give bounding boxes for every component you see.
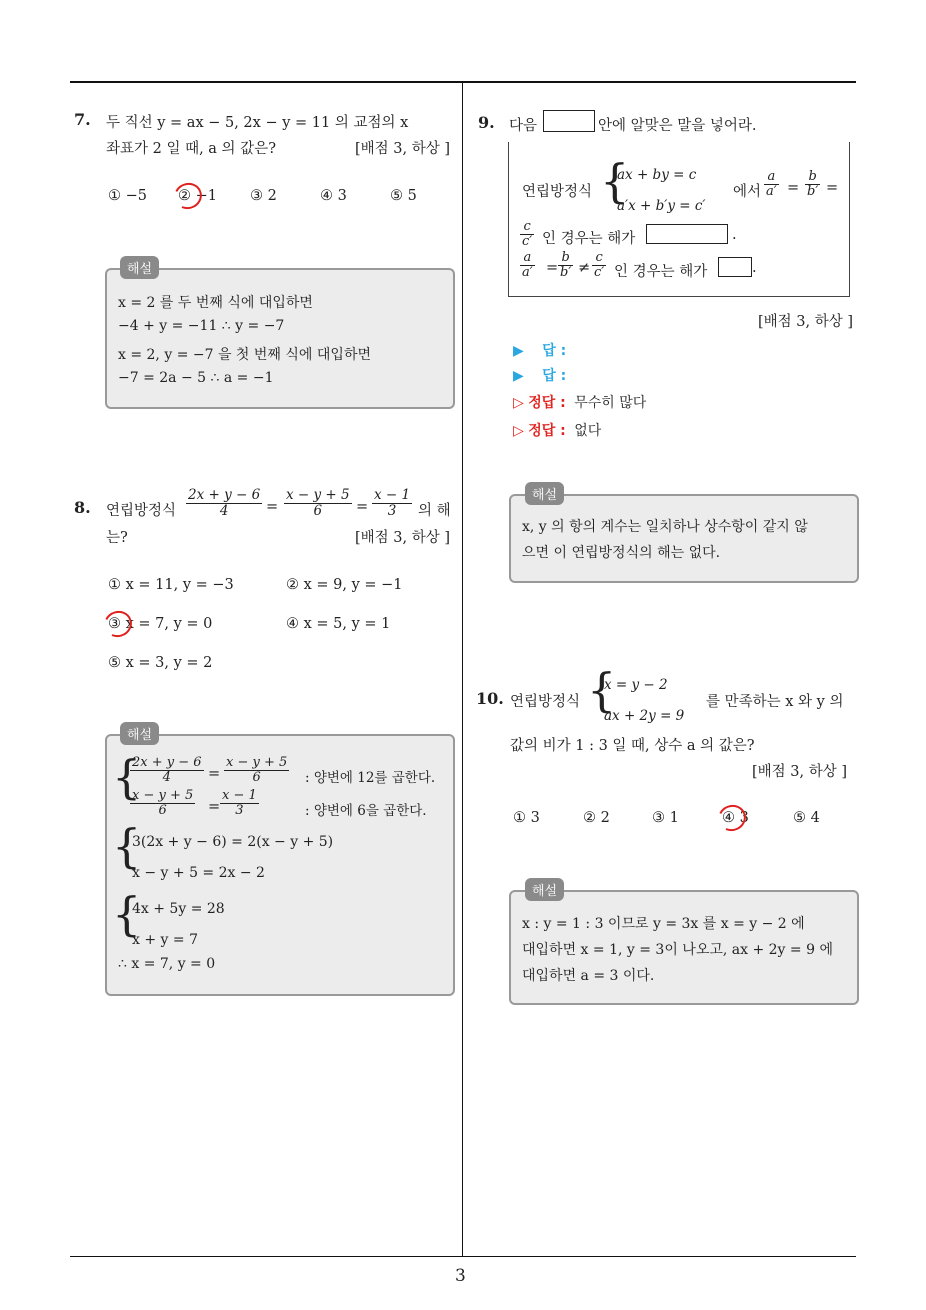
choice-5[interactable]: ⑤ x = 3, y = 2: [108, 655, 213, 671]
equals-sign: =: [826, 180, 839, 196]
solution-line: ∴ x = 7, y = 0: [118, 956, 216, 972]
solution-line: 3(2x + y − 6) = 2(x − y + 5): [132, 834, 334, 850]
period: .: [752, 260, 757, 276]
solution-line: x = 2 를 두 번째 식에 대입하면: [118, 295, 313, 311]
equals-sign: =: [208, 799, 221, 815]
fraction-2: $\frac{x - y + 5}{6}$: [286, 487, 350, 519]
choice-2[interactable]: ② −1: [178, 188, 217, 204]
equation: ax + by = c: [617, 167, 697, 183]
question-text: 안에 알맞은 말을 넣어라.: [598, 118, 757, 134]
choice-4[interactable]: ④ 3: [320, 188, 347, 204]
question-number: 9.: [478, 113, 495, 132]
choice-1[interactable]: ① x = 11, y = −3: [108, 577, 234, 593]
fraction-1: $\frac{2x + y - 6}{4}$: [188, 487, 261, 519]
equation: ax + 2y = 9: [604, 708, 685, 724]
solution-line: x = 2, y = −7 을 첫 번째 식에 대입하면: [118, 347, 372, 363]
solution-fraction: $\frac{x - 1}{3}$: [222, 788, 257, 819]
outline-triangle-icon: ▷: [513, 423, 524, 439]
solution-tag: 해설: [525, 482, 564, 505]
choice-4[interactable]: ④ 3: [722, 810, 749, 826]
choice-3[interactable]: ③ x = 7, y = 0: [108, 616, 213, 632]
solution-line: 대입하면 a = 3 이다.: [522, 968, 655, 984]
solution-tag: 해설: [120, 256, 159, 279]
solution-fraction: $\frac{x - y + 5}{6}$: [226, 755, 288, 786]
equals-sign: =: [546, 260, 559, 276]
condition-text: 인 경우는 해가: [542, 231, 636, 247]
correct-answer-row: ▷ 정답 : 무수히 많다: [513, 395, 647, 411]
condition-text: 인 경우는 해가: [614, 264, 708, 280]
left-brace: {: [112, 819, 142, 873]
solution-line: 으면 이 연립방정식의 해는 없다.: [522, 545, 721, 561]
column-divider: [462, 83, 463, 1257]
solution-line: x + y = 7: [132, 932, 198, 948]
solution-line: 4x + 5y = 28: [132, 901, 225, 917]
difficulty-label: [배점 3, 하상 ]: [355, 141, 451, 157]
fraction-b: $\frac{b}{b'}$: [807, 169, 819, 200]
question-number: 7.: [74, 110, 91, 129]
equals-sign: =: [266, 499, 279, 515]
question-text: 두 직선 y = ax − 5, 2x − y = 11 의 교점의 x: [106, 115, 409, 131]
solution-line: −4 + y = −11 ∴ y = −7: [118, 318, 285, 334]
answer-row: ▶ 답 :: [513, 343, 567, 359]
difficulty-label: [배점 3, 하상 ]: [758, 314, 854, 330]
question-number: 10.: [476, 689, 504, 708]
solution-tag: 해설: [120, 722, 159, 745]
question-text: 연립방정식: [510, 694, 581, 710]
equation: a′x + b′y = c′: [617, 198, 706, 214]
play-triangle-icon: ▶: [513, 343, 524, 359]
answer-blank[interactable]: [718, 257, 752, 277]
left-brace: {: [112, 750, 142, 804]
choice-5[interactable]: ⑤ 5: [390, 188, 417, 204]
period: .: [732, 227, 737, 243]
top-rule: [70, 81, 856, 83]
fraction-c: $\frac{c}{c'}$: [522, 219, 533, 250]
choice-1[interactable]: ① −5: [108, 188, 147, 204]
solution-note: : 양변에 6을 곱한다.: [305, 803, 427, 819]
answer-mark-circle: [714, 801, 749, 835]
solution-line: 대입하면 x = 1, y = 3이 나오고, ax + 2y = 9 에: [522, 942, 833, 958]
question-text: 다음: [509, 118, 538, 134]
difficulty-label: [배점 3, 하상 ]: [752, 764, 848, 780]
solution-note: : 양변에 12를 곱한다.: [305, 770, 436, 786]
fraction-b: $\frac{b}{b'}$: [560, 250, 572, 281]
equals-sign: =: [787, 180, 800, 196]
solution-line: x, y 의 항의 계수는 일치하나 상수항이 같지 않: [522, 519, 808, 535]
choice-4[interactable]: ④ x = 5, y = 1: [286, 616, 391, 632]
solution-line: −7 = 2a − 5 ∴ a = −1: [118, 370, 274, 386]
fraction-a: $\frac{a}{a'}$: [766, 169, 777, 200]
system-label: 연립방정식: [522, 184, 593, 200]
outline-triangle-icon: ▷: [513, 395, 524, 411]
answer-blank[interactable]: [543, 110, 595, 132]
condition-text: 에서: [733, 184, 762, 200]
answer-row: ▶ 답 :: [513, 368, 567, 384]
solution-fraction: $\frac{2x + y - 6}{4}$: [132, 755, 202, 786]
solution-fraction: $\frac{x - y + 5}{6}$: [132, 788, 194, 819]
choice-5[interactable]: ⑤ 4: [793, 810, 820, 826]
correct-answer-row: ▷ 정답 : 없다: [513, 423, 602, 439]
solution-line: x − y + 5 = 2x − 2: [132, 865, 265, 881]
left-brace: {: [600, 154, 630, 208]
question-number: 8.: [74, 498, 91, 517]
choice-3[interactable]: ③ 1: [652, 810, 679, 826]
question-text: 좌표가 2 일 때, a 의 값은?: [106, 141, 276, 157]
answer-blank[interactable]: [646, 224, 728, 244]
question-text: 의 해: [418, 503, 451, 519]
question-text: 값의 비가 1 : 3 일 때, 상수 a 의 값은?: [510, 738, 755, 754]
equals-sign: =: [356, 499, 369, 515]
page-number: 3: [455, 1266, 466, 1286]
choice-3[interactable]: ③ 2: [250, 188, 277, 204]
equation: x = y − 2: [604, 677, 668, 693]
answer-mark-circle: [100, 607, 135, 641]
question-text: 는?: [106, 530, 128, 546]
solution-line: x : y = 1 : 3 이므로 y = 3x 를 x = y − 2 에: [522, 916, 805, 932]
choice-1[interactable]: ① 3: [513, 810, 540, 826]
answer-mark-circle: [170, 179, 205, 213]
question-text: 를 만족하는 x 와 y 의: [706, 694, 844, 710]
fraction-a: $\frac{a}{a'}$: [522, 250, 533, 281]
play-triangle-icon: ▶: [513, 368, 524, 384]
choice-2[interactable]: ② x = 9, y = −1: [286, 577, 403, 593]
left-brace: {: [112, 887, 142, 941]
choice-2[interactable]: ② 2: [583, 810, 610, 826]
not-equal-sign: ≠: [578, 260, 591, 276]
solution-box: [105, 268, 455, 409]
left-brace: {: [587, 663, 617, 717]
bottom-rule: [70, 1256, 856, 1257]
solution-tag: 해설: [525, 878, 564, 901]
question-text: 연립방정식: [106, 503, 177, 519]
difficulty-label: [배점 3, 하상 ]: [355, 530, 451, 546]
solution-box: [509, 494, 859, 583]
equals-sign: =: [208, 766, 221, 782]
fraction-c: $\frac{c}{c'}$: [594, 250, 605, 281]
fraction-3: $\frac{x - 1}{3}$: [374, 487, 411, 519]
